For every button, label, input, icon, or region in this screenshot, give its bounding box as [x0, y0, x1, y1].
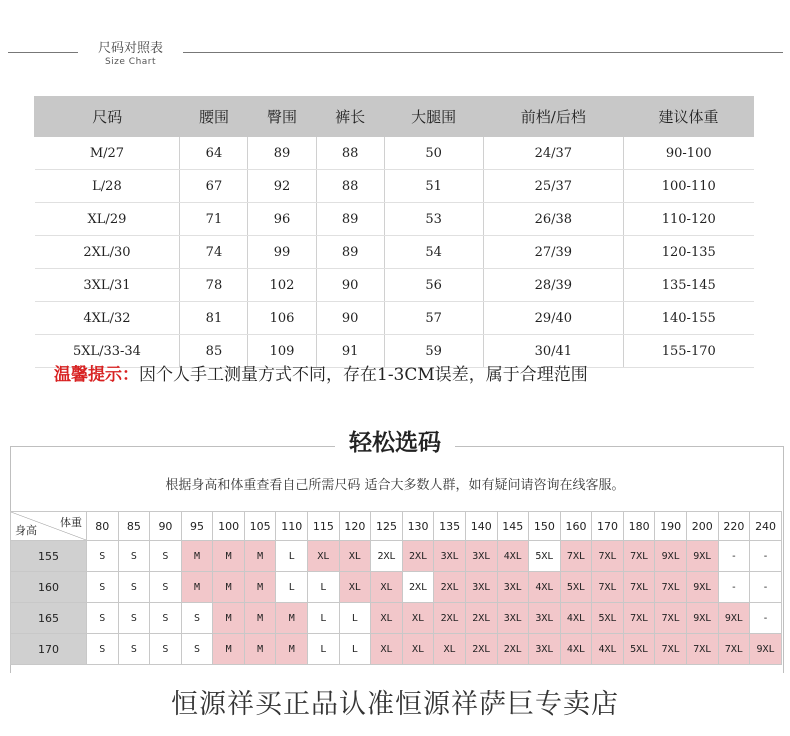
size-cell: 24/37: [483, 137, 623, 170]
recommended-size-cell: M: [213, 541, 245, 572]
recommended-size-cell: XL: [339, 572, 371, 603]
footer-text: 恒源祥买正品认准恒源祥萨巨专卖店: [171, 689, 619, 720]
weight-header: 190: [655, 512, 687, 541]
recommended-size-cell: -: [750, 541, 782, 572]
size-row: [35, 269, 754, 302]
size-cell: 71: [180, 203, 248, 236]
recommended-size-cell: 5XL: [529, 541, 561, 572]
recommended-size-cell: L: [308, 603, 340, 634]
weight-header: 140: [465, 512, 497, 541]
recommended-size-cell: 4XL: [560, 634, 592, 665]
recommended-size-cell: 5XL: [560, 572, 592, 603]
recommended-size-cell: S: [118, 634, 150, 665]
size-chart-subtitle: Size Chart: [104, 57, 157, 67]
height-header: 155: [11, 541, 87, 572]
recommended-size-cell: S: [87, 603, 119, 634]
recommended-size-cell: 2XL: [402, 572, 434, 603]
size-chart-title: 尺码对照表: [97, 41, 163, 56]
recommended-size-cell: -: [750, 572, 782, 603]
recommended-size-cell: 7XL: [655, 572, 687, 603]
recommended-size-cell: 7XL: [718, 634, 750, 665]
recommended-size-cell: S: [150, 572, 182, 603]
notice-label: 温馨提示：: [54, 365, 139, 385]
recommended-size-cell: 4XL: [560, 603, 592, 634]
weight-header: 145: [497, 512, 529, 541]
recommended-size-cell: 3XL: [434, 541, 466, 572]
recommended-size-cell: 4XL: [592, 634, 624, 665]
recommended-size-cell: 9XL: [655, 541, 687, 572]
weight-header: 240: [750, 512, 782, 541]
size-cell: 50: [384, 137, 483, 170]
weight-header: 170: [592, 512, 624, 541]
recommended-size-cell: XL: [402, 634, 434, 665]
size-table: [34, 96, 754, 368]
weight-header: 90: [150, 512, 182, 541]
recommended-size-cell: 3XL: [529, 634, 561, 665]
recommended-size-cell: M: [244, 572, 276, 603]
recommended-size-cell: M: [213, 634, 245, 665]
size-cell: 67: [180, 170, 248, 203]
recommended-size-cell: S: [118, 541, 150, 572]
weight-header: 105: [244, 512, 276, 541]
size-cell: 57: [384, 302, 483, 335]
size-col-header: 腰围: [180, 97, 248, 137]
size-row: [35, 137, 754, 170]
recommended-size-cell: 3XL: [497, 603, 529, 634]
recommended-size-cell: 9XL: [686, 541, 718, 572]
recommended-size-cell: 3XL: [529, 603, 561, 634]
height-row: [11, 541, 782, 572]
size-cell: 29/40: [483, 302, 623, 335]
size-col-header: 裤长: [316, 97, 384, 137]
recommended-size-cell: XL: [371, 603, 403, 634]
recommended-size-cell: -: [718, 541, 750, 572]
size-row: [35, 236, 754, 269]
size-cell: M/27: [35, 137, 180, 170]
size-cell: 81: [180, 302, 248, 335]
weight-header: 95: [181, 512, 213, 541]
size-cell: XL/29: [35, 203, 180, 236]
size-cell: 91: [316, 335, 384, 368]
recommended-size-cell: L: [339, 634, 371, 665]
recommended-size-cell: 2XL: [402, 541, 434, 572]
recommended-size-cell: L: [276, 541, 308, 572]
weight-header: 120: [339, 512, 371, 541]
size-cell: 106: [248, 302, 316, 335]
recommended-size-cell: L: [276, 572, 308, 603]
recommended-size-cell: M: [244, 603, 276, 634]
weight-header: 160: [560, 512, 592, 541]
recommended-size-cell: 3XL: [465, 572, 497, 603]
weight-header: 135: [434, 512, 466, 541]
size-cell: 74: [180, 236, 248, 269]
recommended-size-cell: 2XL: [497, 634, 529, 665]
recommended-size-cell: S: [150, 541, 182, 572]
size-cell: L/28: [35, 170, 180, 203]
weight-label: 体重: [60, 516, 82, 529]
recommended-size-cell: M: [244, 541, 276, 572]
recommended-size-cell: XL: [371, 572, 403, 603]
size-cell: 53: [384, 203, 483, 236]
header-line-right: [183, 52, 783, 53]
recommended-size-cell: 2XL: [465, 634, 497, 665]
size-cell: 90: [316, 302, 384, 335]
recommended-size-cell: L: [339, 603, 371, 634]
size-cell: 90-100: [624, 137, 754, 170]
weight-header: 110: [276, 512, 308, 541]
size-cell: 96: [248, 203, 316, 236]
recommended-size-cell: 5XL: [623, 634, 655, 665]
recommended-size-cell: 7XL: [592, 541, 624, 572]
recommended-size-cell: M: [276, 603, 308, 634]
size-cell: 4XL/32: [35, 302, 180, 335]
height-row: [11, 603, 782, 634]
weight-header: 220: [718, 512, 750, 541]
recommended-size-cell: M: [213, 603, 245, 634]
recommended-size-cell: 2XL: [371, 541, 403, 572]
recommended-size-cell: 5XL: [592, 603, 624, 634]
recommended-size-cell: M: [244, 634, 276, 665]
size-cell: 51: [384, 170, 483, 203]
size-cell: 109: [248, 335, 316, 368]
size-cell: 30/41: [483, 335, 623, 368]
recommended-size-cell: XL: [371, 634, 403, 665]
size-cell: 28/39: [483, 269, 623, 302]
weight-header-row: [11, 512, 782, 541]
size-cell: 88: [316, 170, 384, 203]
size-cell: 54: [384, 236, 483, 269]
recommended-size-cell: 7XL: [686, 634, 718, 665]
recommended-size-cell: 4XL: [497, 541, 529, 572]
recommended-size-cell: S: [150, 603, 182, 634]
recommended-size-cell: L: [308, 634, 340, 665]
size-cell: 56: [384, 269, 483, 302]
recommended-size-cell: XL: [339, 541, 371, 572]
size-col-header: 尺码: [35, 97, 180, 137]
weight-header: 100: [213, 512, 245, 541]
recommended-size-cell: 7XL: [623, 541, 655, 572]
size-cell: 5XL/33-34: [35, 335, 180, 368]
recommended-size-cell: S: [87, 572, 119, 603]
height-row: [11, 634, 782, 665]
size-col-header: 臀围: [248, 97, 316, 137]
recommended-size-cell: M: [181, 572, 213, 603]
recommended-size-cell: XL: [308, 541, 340, 572]
recommended-size-cell: 7XL: [623, 572, 655, 603]
recommended-size-cell: 9XL: [750, 634, 782, 665]
recommended-size-cell: 4XL: [529, 572, 561, 603]
size-cell: 26/38: [483, 203, 623, 236]
recommended-size-cell: 9XL: [718, 603, 750, 634]
recommended-size-cell: XL: [434, 634, 466, 665]
recommended-size-cell: S: [118, 603, 150, 634]
height-header: 160: [11, 572, 87, 603]
size-cell: 110-120: [624, 203, 754, 236]
size-cell: 85: [180, 335, 248, 368]
recommended-size-cell: 7XL: [592, 572, 624, 603]
recommended-size-cell: S: [181, 603, 213, 634]
recommended-size-cell: 3XL: [465, 541, 497, 572]
weight-header: 125: [371, 512, 403, 541]
corner-cell: [11, 512, 87, 541]
weight-header: 115: [308, 512, 340, 541]
size-cell: 135-145: [624, 269, 754, 302]
weight-header: 85: [118, 512, 150, 541]
weight-header: 150: [529, 512, 561, 541]
recommended-size-cell: -: [750, 603, 782, 634]
size-row: [35, 302, 754, 335]
size-cell: 89: [316, 203, 384, 236]
recommend-table: [10, 511, 782, 665]
recommended-size-cell: S: [87, 634, 119, 665]
size-cell: 78: [180, 269, 248, 302]
size-cell: 59: [384, 335, 483, 368]
header-line-left: [8, 52, 78, 53]
size-cell: 2XL/30: [35, 236, 180, 269]
recommended-size-cell: XL: [402, 603, 434, 634]
recommended-size-cell: 9XL: [686, 572, 718, 603]
size-cell: 102: [248, 269, 316, 302]
recommended-size-cell: 2XL: [434, 603, 466, 634]
recommended-size-cell: M: [276, 634, 308, 665]
size-table-header: [35, 97, 754, 137]
size-cell: 89: [316, 236, 384, 269]
size-col-header: 前档/后档: [483, 97, 623, 137]
size-row: [35, 170, 754, 203]
size-cell: 64: [180, 137, 248, 170]
height-label: 身高: [15, 524, 37, 537]
weight-header: 80: [87, 512, 119, 541]
size-cell: 88: [316, 137, 384, 170]
height-row: [11, 572, 782, 603]
recommended-size-cell: M: [181, 541, 213, 572]
notice-text: 因个人手工测量方式不同，存在1-3CM误差，属于合理范围: [139, 365, 588, 385]
weight-header: 200: [686, 512, 718, 541]
size-cell: 3XL/31: [35, 269, 180, 302]
notice: [54, 360, 588, 385]
recommended-size-cell: S: [87, 541, 119, 572]
recommended-size-cell: L: [308, 572, 340, 603]
height-header: 170: [11, 634, 87, 665]
size-cell: 25/37: [483, 170, 623, 203]
size-cell: 90: [316, 269, 384, 302]
size-cell: 27/39: [483, 236, 623, 269]
recommended-size-cell: 7XL: [655, 634, 687, 665]
recommended-size-cell: 7XL: [655, 603, 687, 634]
size-cell: 100-110: [624, 170, 754, 203]
recommended-size-cell: S: [118, 572, 150, 603]
easy-select-subtitle: 根据身高和体重查看自己所需尺码 适合大多数人群，如有疑问请咨询在线客服。: [165, 478, 625, 493]
size-cell: 120-135: [624, 236, 754, 269]
size-col-header: 大腿围: [384, 97, 483, 137]
recommended-size-cell: M: [213, 572, 245, 603]
size-cell: 140-155: [624, 302, 754, 335]
weight-header: 180: [623, 512, 655, 541]
recommended-size-cell: 2XL: [465, 603, 497, 634]
recommended-size-cell: 3XL: [497, 572, 529, 603]
recommended-size-cell: 7XL: [623, 603, 655, 634]
recommended-size-cell: -: [718, 572, 750, 603]
recommended-size-cell: S: [150, 634, 182, 665]
recommended-size-cell: 2XL: [434, 572, 466, 603]
size-cell: 155-170: [624, 335, 754, 368]
recommended-size-cell: S: [181, 634, 213, 665]
size-cell: 99: [248, 236, 316, 269]
height-header: 165: [11, 603, 87, 634]
size-cell: 89: [248, 137, 316, 170]
size-col-header: 建议体重: [624, 97, 754, 137]
recommended-size-cell: 9XL: [686, 603, 718, 634]
recommended-size-cell: 7XL: [560, 541, 592, 572]
easy-select-title-wrap: [0, 424, 790, 457]
easy-select-title: 轻松选码: [335, 430, 455, 456]
size-row: [35, 203, 754, 236]
weight-header: 130: [402, 512, 434, 541]
size-cell: 92: [248, 170, 316, 203]
